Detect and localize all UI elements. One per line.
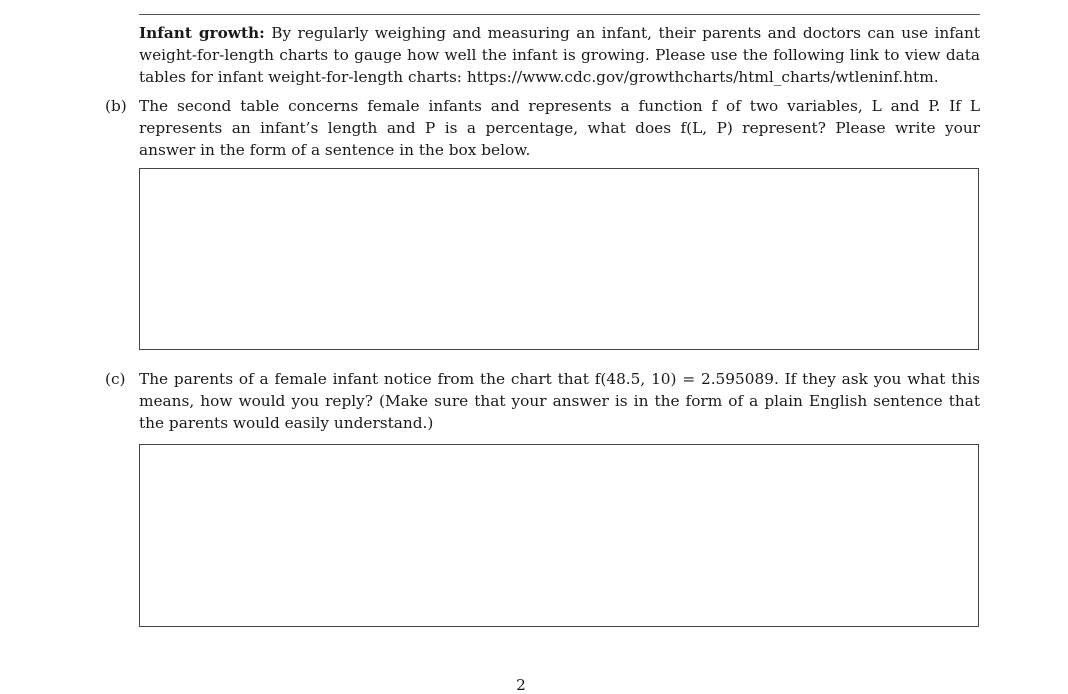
part-c-line-2: means, how would you reply? (Make sure that your answer is in the form of a plain English sentence that	[139, 392, 980, 410]
answer-box-b[interactable]	[139, 168, 979, 350]
part-c-line-3: the parents would easily understand.)	[139, 414, 434, 432]
part-b-line-1: The second table concerns female infants and represents a function f of two variables, L and P. If L	[139, 97, 980, 115]
intro-heading: Infant growth:	[139, 24, 265, 42]
answer-box-c[interactable]	[139, 444, 979, 627]
part-b-line-3: answer in the form of a sentence in the box below.	[139, 141, 531, 159]
intro-line-3: tables for infant weight-for-length charts: https://www.cdc.gov/growthcharts/html_charts/wtleninf.htm.	[139, 68, 939, 86]
part-b-question	[139, 95, 980, 161]
page-number: 2	[516, 676, 526, 694]
top-rule	[139, 14, 980, 15]
intro-line-1	[139, 22, 980, 44]
part-b-label: (b)	[105, 97, 127, 115]
part-c-label: (c)	[105, 370, 126, 388]
intro-paragraph	[139, 22, 980, 88]
intro-line-2: weight-for-length charts to gauge how well the infant is growing. Please use the following link to view data	[139, 46, 980, 64]
part-c-question	[139, 368, 980, 434]
intro-line-1-text: By regularly weighing and measuring an infant, their parents and doctors can use infant	[271, 24, 980, 42]
part-b-line-2: represents an infant’s length and P is a percentage, what does f(L, P) represent? Please write your	[139, 119, 980, 137]
part-c-line-1: The parents of a female infant notice from the chart that f(48.5, 10) = 2.595089. If they ask you what this	[139, 370, 980, 388]
